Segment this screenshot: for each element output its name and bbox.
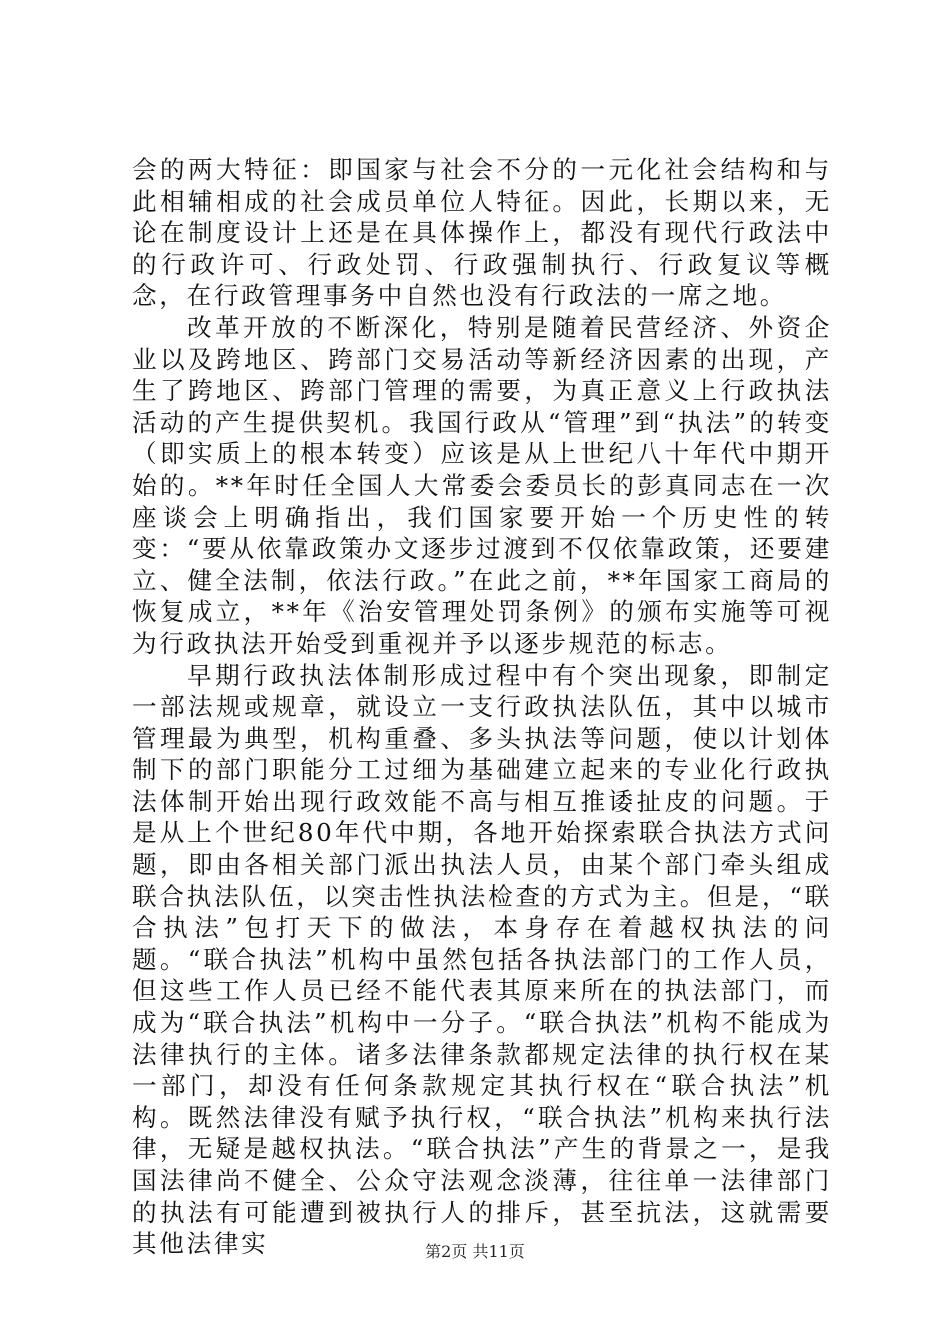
document-body (132, 154, 832, 1260)
paragraph: 会的两大特征：即国家与社会不分的一元化社会结构和与此相辅相成的社会成员单位人特征。因此，长期以来，无论在制度设计上还是在具体操作上，都没有现代行政法中的行政许可、行政处罚、行政强制执行、行政复议等概念，在行政管理事务中自然也没有行政法的一席之地。 (132, 155, 832, 311)
paragraph: 早期行政执法体制形成过程中有个突出现象，即制定一部法规或规章，就设立一支行政执法队伍，其中以城市管理最为典型，机构重叠、多头执法等问题，使以计划体制下的部门职能分工过细为基础建立起来的专业化行政执法体制开始出现行政效能不高与相互推诿扯皮的问题。于是从上个世纪80年代中期，各地开始探索联合执法方式问题，即由各相关部门派出执法人员，由某个部门牵头组成联合执法队伍，以突击性执法检查的方式为主。但是，“联合执法”包打天下的做法，本身存在着越权执法的问题。“联合执法”机构中虽然包括各执法部门的工作人员，但这些工作人员已经不能代表其原来所在的执法部门，而成为“联合执法”机构中一分子。“联合执法”机构不能成为法律执行的主体。诸多法律条款都规定法律的执行权在某一部门，却没有任何条款规定其执行权在“联合执法”机构。既然法律没有赋予执行权，“联合执法”机构来执行法律，无疑是越权执法。“联合执法”产生的背景之一，是我国法律尚不健全、公众守法观念淡薄，往往单一法律部门的执法有可能遭到被执行人的排斥，甚至抗法，这就需要其他法律实 (132, 660, 832, 1259)
page-number-footer: 第2页 共11页 (425, 1242, 525, 1261)
paragraph: 改革开放的不断深化，特别是随着民营经济、外资企业以及跨地区、跨部门交易活动等新经济因素的出现，产生了跨地区、跨部门管理的需要，为真正意义上行政执法活动的产生提供契机。我国行政从“管理”到“执法”的转变（即实质上的根本转变）应该是从上世纪八十年代中期开始的。**年时任全国人大常委会委员长的彭真同志在一次座谈会上明确指出，我们国家要开始一个历史性的转变：“要从依靠政策办文逐步过渡到不仅依靠政策，还要建立、健全法制，依法行政。”在此之前，**年国家工商局的恢复成立，**年《治安管理处罚条例》的颁布实施等可视为行政执法开始受到重视并予以逐步规范的标志。 (132, 312, 832, 658)
